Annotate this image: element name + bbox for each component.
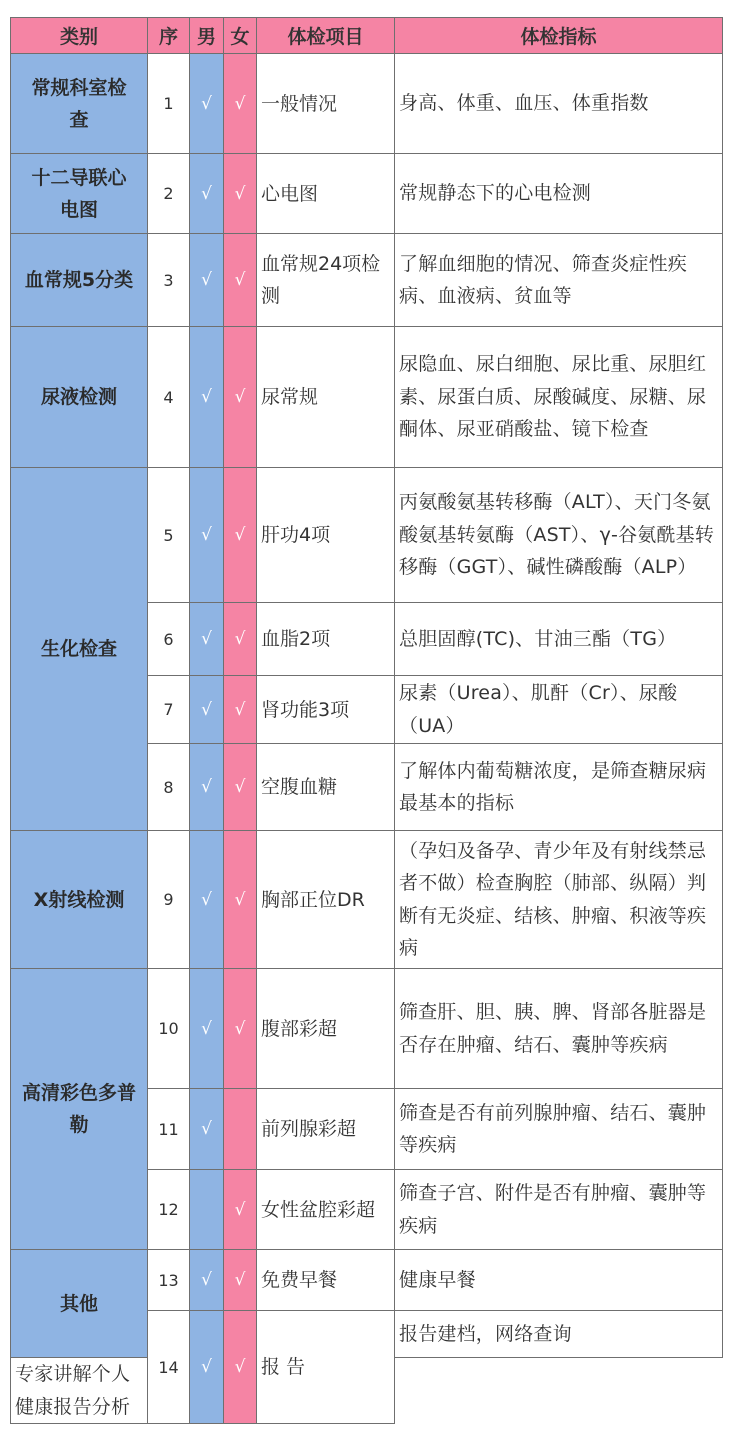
- seq-number: 8: [148, 744, 190, 831]
- seq-number: 13: [148, 1250, 190, 1311]
- category-cell: [11, 154, 148, 234]
- checkup-item: 空腹血糖: [257, 744, 395, 831]
- check-mark-icon: √: [201, 777, 212, 797]
- male-check-cell: [190, 603, 224, 676]
- female-check-cell: [224, 234, 257, 327]
- check-mark-icon: √: [201, 270, 212, 290]
- checkup-item: 腹部彩超: [257, 969, 395, 1089]
- seq-number: 7: [148, 676, 190, 744]
- male-check-cell: [190, 1311, 224, 1424]
- category-label: 十二导联心电图: [31, 166, 127, 221]
- check-mark-icon: √: [201, 93, 212, 114]
- check-mark-icon: √: [234, 629, 246, 649]
- female-check-cell: [224, 468, 257, 603]
- checkup-indicator: 常规静态下的心电检测: [395, 154, 723, 234]
- check-mark-icon: √: [201, 1357, 212, 1377]
- male-check-cell: [190, 54, 224, 154]
- female-check-cell: [224, 969, 257, 1089]
- header-male: 男: [190, 18, 224, 54]
- table-row: [11, 154, 723, 234]
- checkup-indicator: 总胆固醇(TC)、甘油三酯（TG）: [395, 603, 723, 676]
- header-item: 体检项目: [257, 18, 395, 54]
- female-check-cell: [224, 154, 257, 234]
- check-mark-icon: √: [201, 183, 212, 204]
- checkup-item: 肾功能3项: [257, 676, 395, 744]
- check-mark-icon: √: [234, 93, 246, 114]
- check-mark-icon: √: [234, 270, 246, 290]
- checkup-indicator: 尿隐血、尿白细胞、尿比重、尿胆红素、尿蛋白质、尿酸碱度、尿糖、尿酮体、尿亚硝酸盐、镜下检查: [395, 327, 723, 468]
- female-check-cell: [224, 1170, 257, 1250]
- category-label: 尿液检测: [40, 386, 117, 408]
- check-mark-icon: √: [234, 1199, 246, 1220]
- table-row: [11, 468, 723, 603]
- seq-number: 6: [148, 603, 190, 676]
- category-cell: [11, 54, 148, 154]
- check-mark-icon: √: [234, 1357, 246, 1377]
- check-mark-icon: √: [201, 1018, 212, 1039]
- check-mark-icon: √: [234, 1270, 246, 1290]
- checkup-item: 胸部正位DR: [257, 831, 395, 969]
- female-check-cell: [224, 831, 257, 969]
- male-check-cell: [190, 1250, 224, 1311]
- check-mark-icon: √: [234, 1018, 246, 1039]
- checkup-indicator: 健康早餐: [395, 1250, 723, 1311]
- table-row: [11, 1250, 723, 1311]
- female-check-cell: [224, 327, 257, 468]
- health-checkup-table: [10, 17, 723, 1424]
- check-mark-icon: √: [234, 525, 246, 545]
- seq-number: 3: [148, 234, 190, 327]
- check-mark-icon: √: [201, 387, 212, 407]
- header-indicator: 体检指标: [395, 18, 723, 54]
- seq-number: 12: [148, 1170, 190, 1250]
- check-mark-icon: √: [234, 387, 246, 407]
- header-row: [11, 18, 723, 54]
- checkup-item: 肝功4项: [257, 468, 395, 603]
- checkup-indicator: 报告建档，网络查询: [395, 1311, 723, 1358]
- table-row: [11, 234, 723, 327]
- header-female: 女: [224, 18, 257, 54]
- checkup-item: 心电图: [257, 154, 395, 234]
- category-cell: [11, 234, 148, 327]
- female-check-cell: [224, 1250, 257, 1311]
- checkup-item: 血脂2项: [257, 603, 395, 676]
- category-label: 其他: [59, 1292, 98, 1315]
- check-mark-icon: √: [201, 889, 212, 910]
- seq-number: 14: [148, 1311, 190, 1424]
- checkup-indicator: 了解血细胞的情况、筛查炎症性疾病、血液病、贫血等: [395, 234, 723, 327]
- checkup-indicator: 了解体内葡萄糖浓度，是筛查糖尿病最基本的指标: [395, 744, 723, 831]
- check-mark-icon: √: [234, 777, 246, 797]
- seq-number: 2: [148, 154, 190, 234]
- female-check-cell: [224, 744, 257, 831]
- checkup-indicator: 身高、体重、血压、体重指数: [395, 54, 723, 154]
- category-cell: [11, 969, 148, 1250]
- category-cell: [11, 468, 148, 831]
- checkup-indicator: 尿素（Urea）、肌酐（Cr）、尿酸（UA）: [395, 676, 723, 744]
- seq-number: 5: [148, 468, 190, 603]
- checkup-indicator: 专家讲解个人健康报告分析: [11, 1358, 148, 1424]
- seq-number: 10: [148, 969, 190, 1089]
- category-label: 生化检查: [40, 638, 117, 660]
- checkup-indicator: （孕妇及备孕、青少年及有射线禁忌者不做）检查胸腔（肺部、纵隔）判断有无炎症、结核、肿瘤、积液等疾病: [395, 831, 723, 969]
- checkup-item: 尿常规: [257, 327, 395, 468]
- male-check-cell: [190, 831, 224, 969]
- header-seq: 序: [148, 18, 190, 54]
- seq-number: 1: [148, 54, 190, 154]
- checkup-item: 血常规24项检测: [257, 234, 395, 327]
- check-mark-icon: √: [201, 1270, 212, 1290]
- male-check-cell: [190, 154, 224, 234]
- table-row: [11, 327, 723, 468]
- female-check-cell: [224, 1089, 257, 1170]
- female-check-cell: [224, 54, 257, 154]
- check-mark-icon: √: [201, 699, 212, 720]
- checkup-indicator: 筛查子宫、附件是否有肿瘤、囊肿等疾病: [395, 1170, 723, 1250]
- checkup-item: 一般情况: [257, 54, 395, 154]
- category-cell: [11, 327, 148, 468]
- seq-number: 4: [148, 327, 190, 468]
- male-check-cell: [190, 234, 224, 327]
- male-check-cell: [190, 676, 224, 744]
- seq-number: 11: [148, 1089, 190, 1170]
- female-check-cell: [224, 676, 257, 744]
- male-check-cell: [190, 468, 224, 603]
- checkup-indicator: 筛查是否有前列腺肿瘤、结石、囊肿等疾病: [395, 1089, 723, 1170]
- male-check-cell: [190, 327, 224, 468]
- checkup-item: 女性盆腔彩超: [257, 1170, 395, 1250]
- category-cell: [11, 1250, 148, 1358]
- female-check-cell: [224, 603, 257, 676]
- male-check-cell: [190, 1170, 224, 1250]
- check-mark-icon: √: [201, 1119, 212, 1139]
- checkup-item: 报 告: [257, 1311, 395, 1424]
- male-check-cell: [190, 969, 224, 1089]
- checkup-indicator: 筛查肝、胆、胰、脾、肾部各脏器是否存在肿瘤、结石、囊肿等疾病: [395, 969, 723, 1089]
- header-category: 类别: [11, 18, 148, 54]
- table-row: [11, 969, 723, 1089]
- category-label: 常规科室检查: [31, 76, 127, 131]
- check-mark-icon: √: [234, 889, 246, 910]
- check-mark-icon: √: [234, 183, 246, 204]
- category-label: 高清彩色多普勒: [21, 1082, 136, 1136]
- table-row: [11, 54, 723, 154]
- male-check-cell: [190, 1089, 224, 1170]
- seq-number: 9: [148, 831, 190, 969]
- category-cell: [11, 831, 148, 969]
- check-mark-icon: √: [234, 699, 246, 720]
- check-mark-icon: √: [201, 629, 212, 649]
- table-row: [11, 831, 723, 969]
- check-mark-icon: √: [201, 525, 212, 545]
- category-label: X射线检测: [33, 888, 125, 911]
- checkup-item: 前列腺彩超: [257, 1089, 395, 1170]
- checkup-item: 免费早餐: [257, 1250, 395, 1311]
- checkup-indicator: 丙氨酸氨基转移酶（ALT）、天门冬氨酸氨基转氨酶（AST）、γ-谷氨酰基转移酶（GGT）、碱性磷酸酶（ALP）: [395, 468, 723, 603]
- male-check-cell: [190, 744, 224, 831]
- category-label: 血常规5分类: [24, 269, 134, 291]
- female-check-cell: [224, 1311, 257, 1424]
